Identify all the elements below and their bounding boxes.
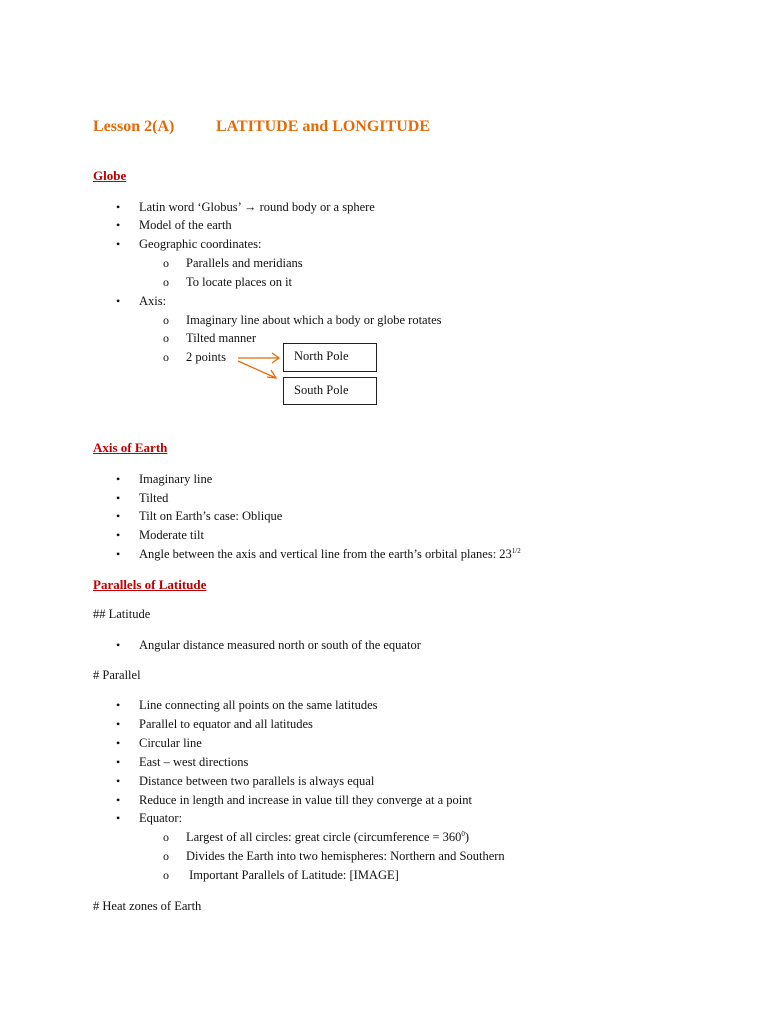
bullet-icon: • — [116, 698, 121, 712]
list-item: Tilted — [139, 491, 169, 505]
parallel-label: # Parallel — [93, 668, 141, 682]
sub-list-item: To locate places on it — [186, 275, 293, 289]
section-heading-globe: Globe — [93, 168, 127, 183]
list-item: Equator: — [139, 811, 183, 825]
sub-bullet-icon: o — [163, 331, 169, 345]
bullet-icon: • — [116, 811, 121, 825]
lesson-number: Lesson 2(A) — [93, 118, 175, 135]
list-item: Parallel to equator and all latitudes — [139, 717, 313, 731]
latitude-label: ## Latitude — [93, 607, 151, 621]
section-heading-parallels: Parallels of Latitude — [93, 577, 207, 592]
sub-list-item: Parallels and meridians — [186, 256, 303, 270]
equator-circle-close: ) — [464, 830, 470, 844]
section-heading-axis-of-earth: Axis of Earth — [93, 440, 168, 455]
list-item: Angular distance measured north or south of the equator — [139, 638, 421, 652]
bullet-icon: • — [116, 638, 121, 652]
arrow-right-icons — [236, 348, 284, 384]
sub-list-item: 2 points — [186, 350, 226, 364]
bullet-icon: • — [116, 774, 121, 788]
list-item: Circular line — [139, 736, 202, 750]
sub-bullet-icon: o — [163, 830, 169, 844]
sub-bullet-icon: o — [163, 849, 169, 863]
north-pole-label: North Pole — [294, 349, 349, 363]
bullet-icon: • — [116, 294, 121, 308]
list-item: Axis: — [139, 294, 167, 308]
list-item: Tilt on Earth’s case: Oblique — [139, 509, 283, 523]
list-item — [139, 546, 521, 562]
sub-list-item: Divides the Earth into two hemispheres: Northern and Southern — [186, 849, 505, 863]
sub-list-item: Imaginary line about which a body or globe rotates — [186, 313, 442, 327]
sub-list-item: Tilted manner — [186, 331, 257, 345]
list-item: East – west directions — [139, 755, 249, 769]
degree-superscript: 0 — [461, 830, 465, 838]
sub-bullet-icon: o — [163, 313, 169, 327]
list-item: Moderate tilt — [139, 528, 204, 542]
list-item: Reduce in length and increase in value till they converge at a point — [139, 793, 472, 807]
list-item: Latin word ‘Globus’ → round body or a sphere — [139, 200, 375, 214]
equator-circle-text: Largest of all circles: great circle (circumference = 360 — [186, 830, 462, 844]
sub-bullet-icon: o — [163, 868, 169, 882]
angle-text: Angle between the axis and vertical line from the earth’s orbital planes: 23 — [139, 547, 512, 561]
sub-bullet-icon: o — [163, 350, 169, 364]
bullet-icon: • — [116, 528, 121, 542]
south-pole-label: South Pole — [294, 383, 349, 397]
bullet-icon: • — [116, 509, 121, 523]
heat-zones-label: # Heat zones of Earth — [93, 899, 202, 913]
angle-fraction: 1/2 — [511, 547, 521, 555]
sub-bullet-icon: o — [163, 275, 169, 289]
bullet-icon: • — [116, 717, 121, 731]
list-item: Imaginary line — [139, 472, 213, 486]
list-item: Model of the earth — [139, 218, 232, 232]
bullet-icon: • — [116, 472, 121, 486]
bullet-icon: • — [116, 547, 121, 561]
bullet-icon: • — [116, 793, 121, 807]
list-item: Line connecting all points on the same latitudes — [139, 698, 378, 712]
north-pole-box — [283, 343, 377, 372]
bullet-icon: • — [116, 218, 121, 232]
list-item: Geographic coordinates: — [139, 237, 262, 251]
bullet-icon: • — [116, 736, 121, 750]
sub-list-item — [186, 829, 469, 845]
list-item: Distance between two parallels is always equal — [139, 774, 375, 788]
sub-list-item: Important Parallels of Latitude: [IMAGE] — [186, 868, 399, 882]
bullet-icon: • — [116, 237, 121, 251]
south-pole-box — [283, 377, 377, 405]
bullet-icon: • — [116, 755, 121, 769]
bullet-icon: • — [116, 200, 121, 214]
bullet-icon: • — [116, 491, 121, 505]
sub-bullet-icon: o — [163, 256, 169, 270]
page-title: LATITUDE and LONGITUDE — [216, 118, 430, 135]
